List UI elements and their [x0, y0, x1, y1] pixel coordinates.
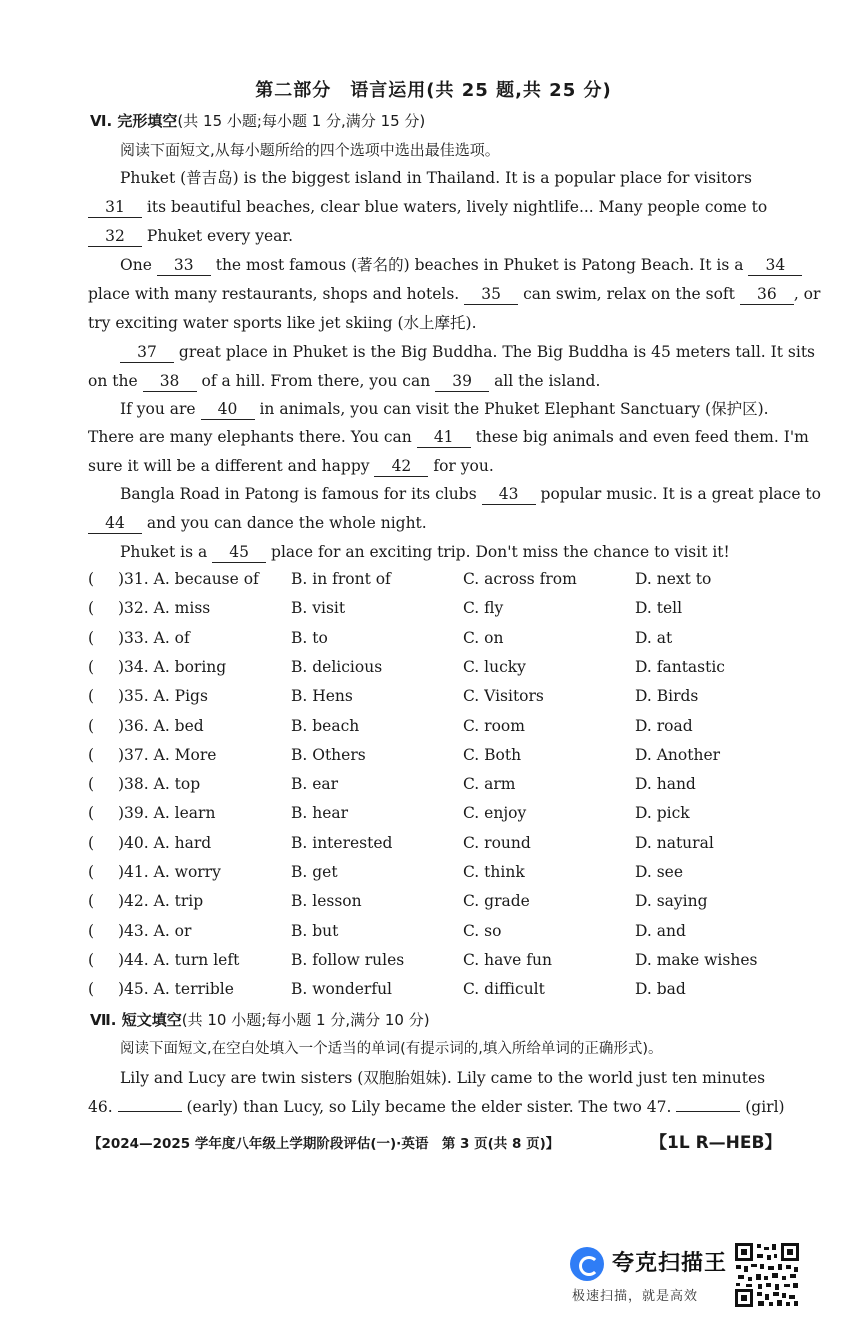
passage-line-2	[88, 197, 778, 218]
passage-text: these big animals and even feed them. I'm	[470, 428, 809, 446]
section-7-line-1: Lily and Lucy are twin sisters (双胞胎姐妹). Lily came to the world just ten minutes	[120, 1069, 766, 1087]
option-row	[88, 951, 788, 973]
section-7-info: (共 10 小题;每小题 1 分,满分 10 分)	[181, 1011, 430, 1029]
option-d: D. saying	[635, 892, 708, 911]
section-6-info: (共 15 小题;每小题 1 分,满分 15 分)	[177, 112, 426, 130]
answer-paren: (	[88, 745, 95, 764]
option-c: C. think	[463, 863, 525, 881]
option-a: )43. A. or	[118, 921, 192, 940]
option-d: D. Birds	[635, 687, 699, 706]
passage-line-12	[120, 484, 821, 505]
passage-line-6: try exciting water sports like jet skiing (水上摩托).	[88, 314, 477, 332]
option-row	[88, 834, 788, 856]
answer-paren: (	[88, 950, 95, 969]
section-6-label: Ⅵ. 完形填空	[90, 112, 178, 130]
option-b: B. beach	[291, 716, 360, 735]
option-row	[88, 658, 788, 680]
scanner-slogan: 极速扫描，就是高效	[572, 1289, 699, 1304]
option-b: B. Others	[291, 745, 366, 764]
blank-41: 41	[417, 427, 471, 448]
option-row	[88, 599, 788, 621]
blank-36: 36	[740, 284, 794, 305]
passage-line-13	[88, 513, 778, 534]
passage-line-1: Phuket (普吉岛) is the biggest island in Thailand. It is a popular place for visitors	[120, 169, 752, 187]
blank-38: 38	[143, 371, 197, 392]
passage-line-5	[88, 284, 821, 305]
option-row	[88, 980, 788, 1002]
option-b: B. follow rules	[291, 950, 405, 969]
option-c: C. grade	[463, 892, 530, 911]
answer-paren: (	[88, 628, 95, 647]
option-row	[88, 922, 788, 944]
option-row	[88, 863, 788, 885]
passage-line-10	[88, 427, 809, 448]
scanner-watermark	[570, 1243, 860, 1303]
option-b: B. visit	[291, 599, 346, 618]
option-a: )40. A. hard	[118, 833, 212, 852]
answer-paren: (	[88, 687, 95, 706]
option-d: D. pick	[635, 804, 690, 823]
part-title: 第二部分 语言运用(共 25 题,共 25 分)	[255, 80, 612, 101]
passage-text: Phuket is a	[120, 543, 213, 561]
option-row	[88, 775, 788, 797]
option-d: D. fantastic	[635, 657, 725, 676]
blank-43: 43	[482, 484, 536, 505]
scanner-logo-icon	[570, 1247, 604, 1281]
option-c: C. Both	[463, 745, 522, 764]
blank-44: 44	[88, 513, 142, 534]
answer-paren: (	[88, 921, 95, 940]
option-b: B. get	[291, 863, 338, 881]
option-c: C. round	[463, 833, 531, 852]
blank-40: 40	[201, 399, 255, 420]
option-c: C. arm	[463, 775, 516, 794]
passage-text: on the	[88, 372, 143, 390]
passage-line-9	[120, 399, 780, 420]
option-c: C. difficult	[463, 980, 545, 999]
option-c: C. enjoy	[463, 804, 527, 823]
blank-39: 39	[435, 371, 489, 392]
option-b: B. delicious	[291, 657, 383, 676]
passage-line-3	[88, 226, 778, 247]
passage-text: One	[120, 256, 157, 274]
option-a: )41. A. worry	[118, 863, 221, 881]
passage-text: popular music. It is a great place to	[535, 485, 821, 503]
page-footer: 【2024—2025 学年度八年级上学期阶段评估(一)·英语 第 3 页(共 8 页)】	[88, 1136, 560, 1152]
passage-text: 46.	[88, 1098, 118, 1116]
answer-paren: (	[88, 892, 95, 911]
passage-text: Phuket every year.	[142, 227, 294, 245]
section-7-instruction: 阅读下面短文,在空白处填入一个适当的单词(有提示词的,填入所给单词的正确形式)。	[120, 1041, 663, 1057]
option-a: )38. A. top	[118, 775, 201, 794]
option-b: B. to	[291, 628, 328, 647]
blank-37: 37	[120, 342, 174, 363]
passage-text: all the island.	[489, 372, 601, 390]
passage-text: , or	[793, 285, 821, 303]
blank-31: 31	[88, 197, 142, 218]
option-c: C. fly	[463, 599, 504, 618]
option-b: B. interested	[291, 833, 393, 852]
option-a: )44. A. turn left	[118, 950, 240, 969]
blank-35: 35	[464, 284, 518, 305]
option-c: C. across from	[463, 570, 577, 588]
passage-text: of a hill. From there, you can	[196, 372, 436, 390]
passage-text: and you can dance the whole night.	[142, 514, 427, 532]
option-d: D. natural	[635, 833, 714, 852]
option-b: B. Hens	[291, 687, 353, 706]
blank-33: 33	[157, 255, 211, 276]
answer-paren: (	[88, 775, 95, 794]
option-d: D. make wishes	[635, 950, 758, 969]
option-a: )31. A. because of	[118, 570, 259, 588]
option-row	[88, 746, 788, 768]
blank-32: 32	[88, 226, 142, 247]
option-row	[88, 717, 788, 739]
answer-paren: (	[88, 570, 95, 588]
option-c: C. lucky	[463, 657, 526, 676]
option-b: B. in front of	[291, 570, 391, 588]
option-c: C. on	[463, 628, 504, 647]
option-d: D. at	[635, 628, 673, 647]
passage-line-4	[120, 255, 786, 276]
passage-text: Bangla Road in Patong is famous for its clubs	[120, 485, 482, 503]
answer-paren: (	[88, 863, 95, 881]
passage-text: sure it will be a different and happy	[88, 457, 375, 475]
option-c: C. Visitors	[463, 687, 544, 706]
option-d: D. road	[635, 716, 693, 735]
option-c: C. room	[463, 716, 525, 735]
answer-paren: (	[88, 657, 95, 676]
exam-code: 【1L R—HEB】	[650, 1133, 782, 1153]
option-b: B. wonderful	[291, 980, 393, 999]
section-6-instruction: 阅读下面短文,从每小题所给的四个选项中选出最佳选项。	[120, 141, 500, 159]
blank-34: 34	[748, 255, 802, 276]
option-a: )42. A. trip	[118, 892, 204, 911]
passage-line-7	[120, 342, 816, 363]
passage-text: place for an exciting trip. Don't miss the chance to visit it!	[266, 543, 730, 561]
passage-line-14	[120, 542, 780, 563]
passage-text: (early) than Lucy, so Lily became the elder sister. The two 47.	[181, 1098, 677, 1116]
section-6-heading	[90, 110, 425, 131]
option-d: D. and	[635, 921, 686, 940]
scanner-app-name: 夸克扫描王	[612, 1251, 728, 1276]
passage-text: the most famous (著名的) beaches in Phuket is Patong Beach. It is a	[210, 256, 749, 274]
option-row	[88, 804, 788, 826]
option-c: C. have fun	[463, 950, 552, 969]
answer-paren: (	[88, 804, 95, 823]
option-d: D. Another	[635, 745, 721, 764]
option-d: D. hand	[635, 775, 696, 794]
option-d: D. bad	[635, 980, 686, 999]
option-b: B. lesson	[291, 892, 362, 911]
option-d: D. tell	[635, 599, 683, 618]
blank-47	[676, 1111, 740, 1112]
option-b: B. but	[291, 921, 339, 940]
passage-text: place with many restaurants, shops and hotels.	[88, 285, 465, 303]
option-row	[88, 687, 788, 709]
passage-line-11	[88, 456, 778, 477]
option-row	[88, 629, 788, 651]
passage-text: (girl)	[740, 1098, 785, 1116]
option-d: D. see	[635, 863, 684, 881]
passage-text: can swim, relax on the soft	[518, 285, 740, 303]
option-a: )37. A. More	[118, 745, 217, 764]
passage-text: its beautiful beaches, clear blue waters, lively nightlife... Many people come to	[142, 198, 768, 216]
blank-42: 42	[374, 456, 428, 477]
blank-46	[118, 1111, 182, 1112]
option-row	[88, 570, 788, 592]
answer-paren: (	[88, 833, 95, 852]
option-a: )35. A. Pigs	[118, 687, 208, 706]
section-7-label: Ⅶ. 短文填空	[90, 1011, 182, 1029]
option-c: C. so	[463, 921, 502, 940]
passage-text: If you are	[120, 400, 201, 418]
option-b: B. hear	[291, 804, 349, 823]
answer-paren: (	[88, 980, 95, 999]
section-7-heading	[90, 1009, 430, 1030]
passage-line-8	[88, 371, 778, 392]
answer-paren: (	[88, 716, 95, 735]
option-a: )36. A. bed	[118, 716, 204, 735]
option-d: D. next to	[635, 570, 712, 588]
passage-text: in animals, you can visit the Phuket Elephant Sanctuary (保护区).	[254, 400, 769, 418]
option-a: )34. A. boring	[118, 657, 227, 676]
option-a: )39. A. learn	[118, 804, 216, 823]
answer-paren: (	[88, 599, 95, 618]
blank-45: 45	[212, 542, 266, 563]
passage-text: great place in Phuket is the Big Buddha. The Big Buddha is 45 meters tall. It sits	[174, 343, 816, 361]
option-b: B. ear	[291, 775, 339, 794]
option-a: )32. A. miss	[118, 599, 211, 618]
qr-code-icon	[734, 1242, 800, 1308]
option-a: )45. A. terrible	[118, 980, 234, 999]
option-a: )33. A. of	[118, 628, 190, 647]
passage-text: for you.	[428, 457, 494, 475]
section-7-line-2	[88, 1097, 785, 1117]
passage-text: There are many elephants there. You can	[88, 428, 417, 446]
option-row	[88, 892, 788, 914]
